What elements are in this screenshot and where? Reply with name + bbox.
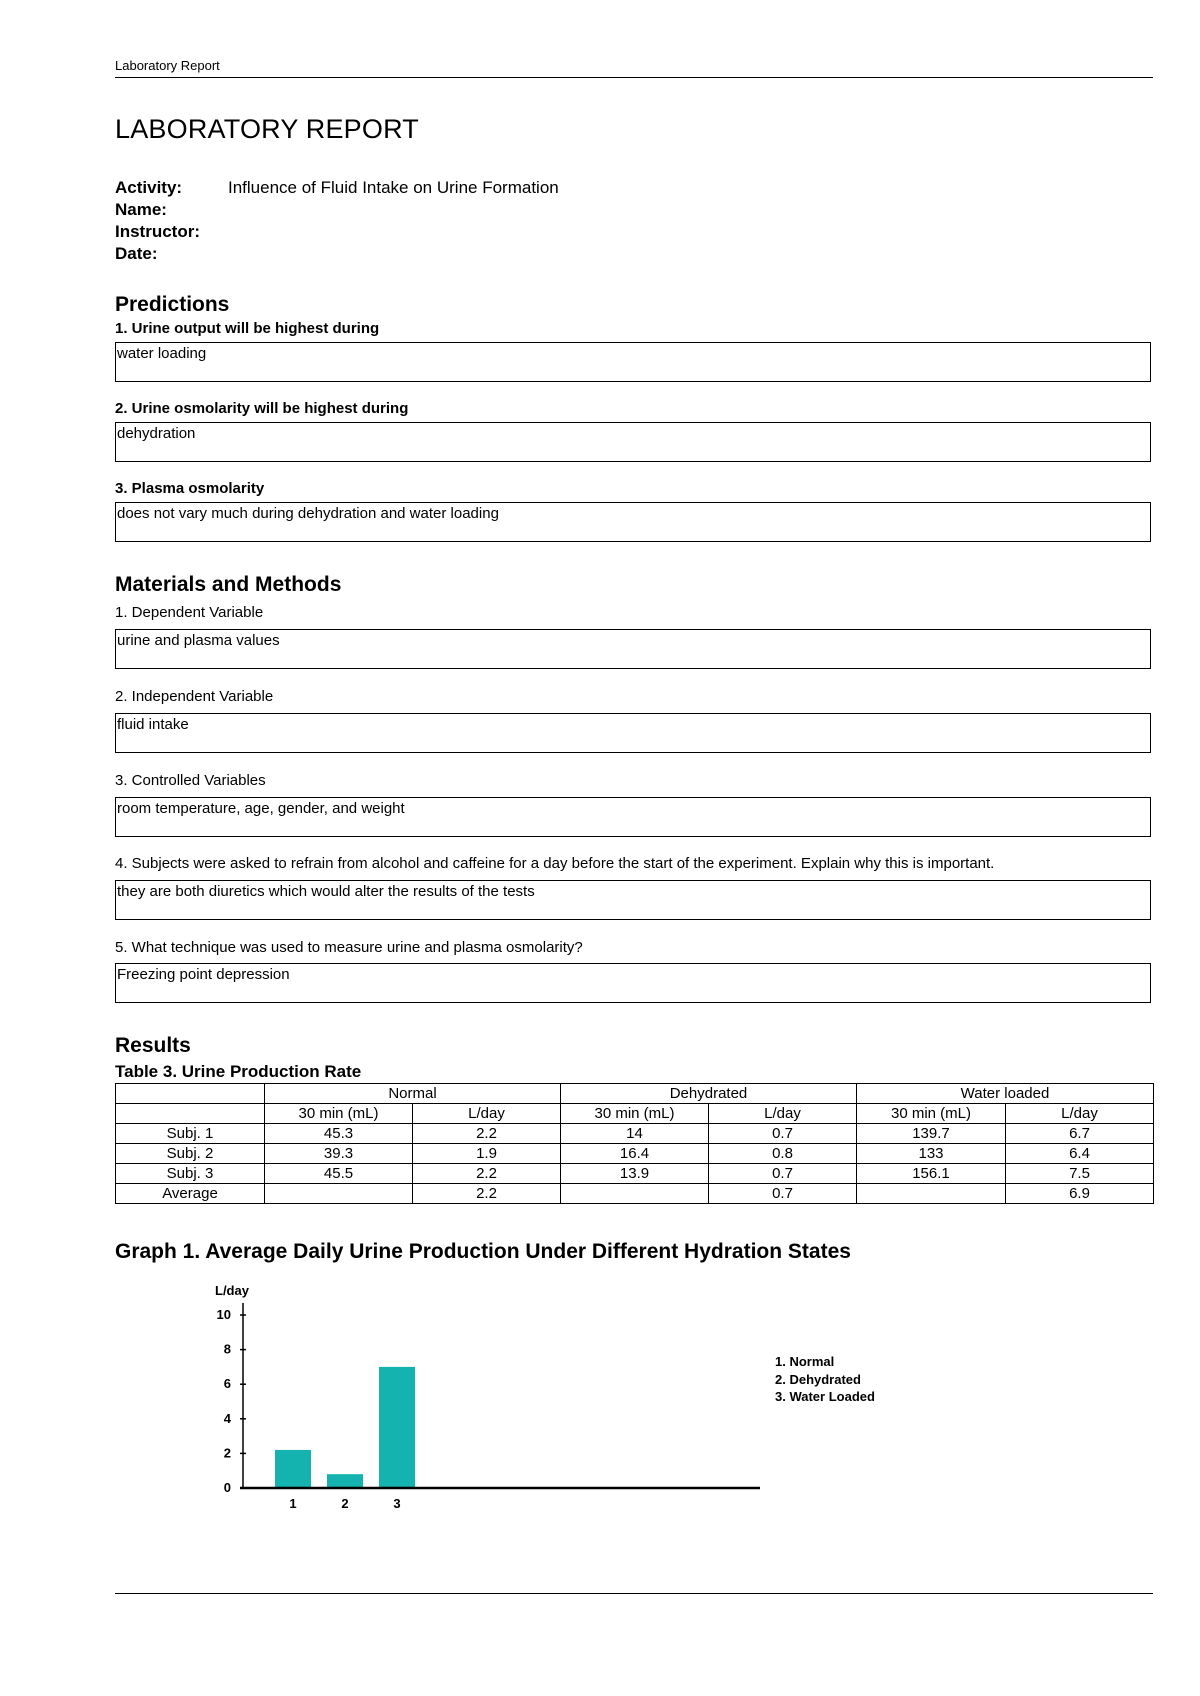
table-cell: Subj. 1 <box>116 1124 265 1144</box>
group-header-dehydrated: Dehydrated <box>561 1084 857 1104</box>
running-header: Laboratory Report <box>115 58 220 73</box>
table-cell: 16.4 <box>561 1144 709 1164</box>
meta-label: Date: <box>115 244 158 263</box>
footer-rule <box>115 1593 1153 1594</box>
method-question-5: 5. What technique was used to measure urine and plasma osmolarity? <box>115 939 583 956</box>
y-tick-label: 8 <box>223 1341 231 1357</box>
meta-name <box>115 199 559 221</box>
table-cell: Average <box>116 1184 265 1204</box>
results-heading: Results <box>115 1034 191 1057</box>
table-cell: 0.7 <box>709 1184 857 1204</box>
table-cell: 0.8 <box>709 1144 857 1164</box>
table-subheader: 30 min (mL) <box>857 1104 1006 1124</box>
method-question-2: 2. Independent Variable <box>115 688 274 705</box>
table-cell: 2.2 <box>413 1184 561 1204</box>
prediction-question-1: 1. Urine output will be highest during <box>115 320 380 337</box>
predictions-heading: Predictions <box>115 293 230 316</box>
table-cell: 14 <box>561 1124 709 1144</box>
table-row <box>116 1144 1154 1164</box>
table-cell: Subj. 2 <box>116 1144 265 1164</box>
method-question-3: 3. Controlled Variables <box>115 772 266 789</box>
table-cell: 39.3 <box>265 1144 413 1164</box>
table-subheader: L/day <box>413 1104 561 1124</box>
table-corner-cell <box>116 1084 265 1104</box>
table-cell: 0.7 <box>709 1124 857 1144</box>
table-caption: Table 3. Urine Production Rate <box>115 1062 362 1081</box>
table-cell: 7.5 <box>1006 1164 1154 1184</box>
meta-activity <box>115 177 559 199</box>
table-subheader: L/day <box>709 1104 857 1124</box>
legend-entry-normal: 1. Normal <box>775 1354 835 1369</box>
method-question-1: 1. Dependent Variable <box>115 604 264 621</box>
table-cell: 0.7 <box>709 1164 857 1184</box>
y-tick-label: 2 <box>223 1445 231 1461</box>
table-cell: 6.4 <box>1006 1144 1154 1164</box>
document-title: LABORATORY REPORT <box>115 114 419 144</box>
chart-legend <box>775 1353 875 1406</box>
meta-value: Influence of Fluid Intake on Urine Formation <box>228 178 559 197</box>
table-subheader: 30 min (mL) <box>265 1104 413 1124</box>
bar-3 <box>379 1367 415 1488</box>
prediction-answer-2: dehydration <box>115 422 1151 462</box>
y-tick-label: 6 <box>223 1376 231 1392</box>
y-tick-label: 0 <box>223 1480 231 1495</box>
table-cell: 156.1 <box>857 1164 1006 1184</box>
header-rule <box>115 77 1153 78</box>
x-tick-label: 1 <box>289 1496 297 1511</box>
methods-heading: Materials and Methods <box>115 573 342 596</box>
table-subheader-row <box>116 1104 1154 1124</box>
method-answer-1: urine and plasma values <box>115 629 1151 669</box>
meta-block <box>115 177 559 265</box>
x-tick-label: 3 <box>393 1496 401 1511</box>
table-cell: 13.9 <box>561 1164 709 1184</box>
meta-date <box>115 243 559 265</box>
method-answer-5: Freezing point depression <box>115 963 1151 1003</box>
method-question-4: 4. Subjects were asked to refrain from alcohol and caffeine for a day before the start of the experiment. Explain why this is important. <box>115 855 995 872</box>
graph-title: Graph 1. Average Daily Urine Production Under Different Hydration States <box>115 1240 851 1263</box>
table-cell <box>857 1184 1006 1204</box>
method-answer-2: fluid intake <box>115 713 1151 753</box>
y-tick-label: 10 <box>216 1307 231 1322</box>
bar-2 <box>327 1474 363 1488</box>
table-cell: 6.7 <box>1006 1124 1154 1144</box>
chart-layer <box>215 1283 760 1511</box>
group-header-normal: Normal <box>265 1084 561 1104</box>
table-cell: 1.9 <box>413 1144 561 1164</box>
table-cell: 6.9 <box>1006 1184 1154 1204</box>
table-group-header-row <box>116 1084 1154 1104</box>
bar-1 <box>275 1450 311 1488</box>
table-cell: 45.5 <box>265 1164 413 1184</box>
table-cell <box>265 1184 413 1204</box>
legend-entry-water-loaded: 3. Water Loaded <box>775 1389 875 1404</box>
report-page <box>115 0 1153 1696</box>
meta-instructor <box>115 221 559 243</box>
table-subheader: 30 min (mL) <box>561 1104 709 1124</box>
urine-production-chart <box>155 1275 795 1525</box>
table-cell: 139.7 <box>857 1124 1006 1144</box>
prediction-question-3: 3. Plasma osmolarity <box>115 480 265 497</box>
table-cell: 133 <box>857 1144 1006 1164</box>
y-axis-label: L/day <box>215 1283 249 1298</box>
table-subheader-empty <box>116 1104 265 1124</box>
table-cell: 45.3 <box>265 1124 413 1144</box>
y-tick-label: 4 <box>223 1410 231 1426</box>
table-cell: 2.2 <box>413 1164 561 1184</box>
table-subheader: L/day <box>1006 1104 1154 1124</box>
meta-label: Instructor: <box>115 222 200 241</box>
x-tick-label: 2 <box>341 1496 349 1511</box>
prediction-answer-3: does not vary much during dehydration and water loading <box>115 502 1151 542</box>
prediction-question-2: 2. Urine osmolarity will be highest during <box>115 400 409 417</box>
method-answer-3: room temperature, age, gender, and weight <box>115 797 1151 837</box>
table-row-average <box>116 1184 1154 1204</box>
urine-production-table <box>115 1083 1154 1204</box>
table-row <box>116 1164 1154 1184</box>
group-header-water-loaded: Water loaded <box>857 1084 1154 1104</box>
legend-entry-dehydrated: 2. Dehydrated <box>775 1371 861 1387</box>
table-cell: 2.2 <box>413 1124 561 1144</box>
table-cell: Subj. 3 <box>116 1164 265 1184</box>
table-row <box>116 1124 1154 1144</box>
method-answer-4: they are both diuretics which would alter the results of the tests <box>115 880 1151 920</box>
meta-label: Name: <box>115 200 167 219</box>
table-cell <box>561 1184 709 1204</box>
meta-label: Activity: <box>115 178 183 197</box>
prediction-answer-1: water loading <box>115 342 1151 382</box>
